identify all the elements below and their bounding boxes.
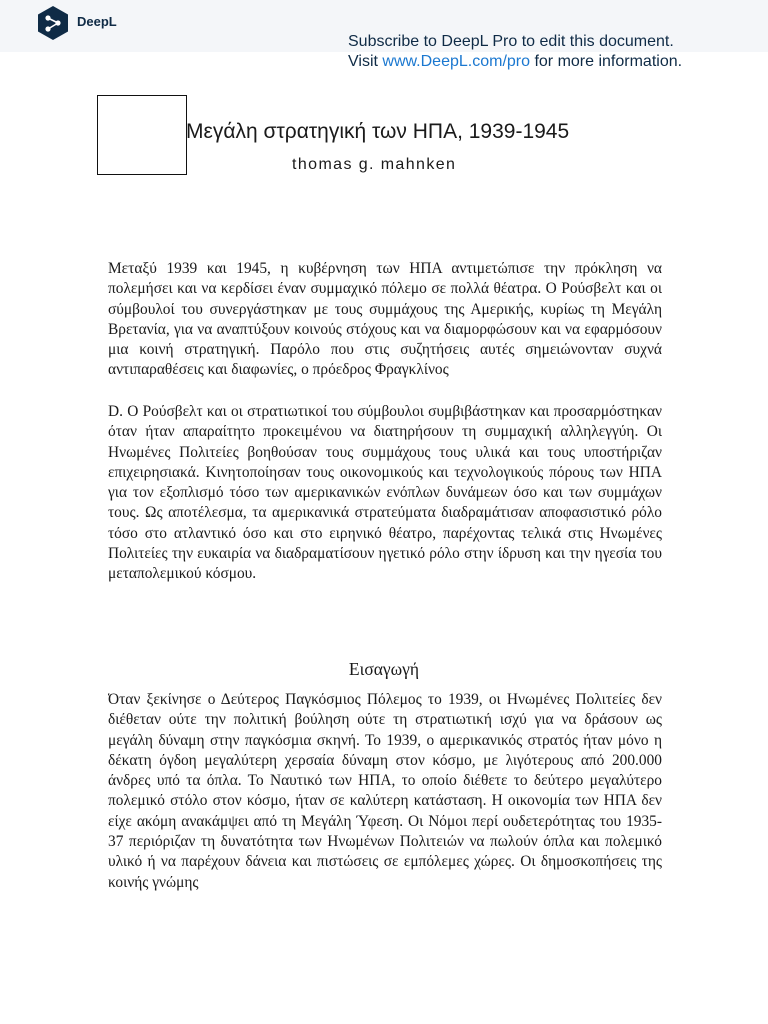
- abstract-paragraph-1: Μεταξύ 1939 και 1945, η κυβέρνηση των ΗΠΑ αντιμετώπισε την πρόκληση να πολεμήσει και να κερδίσει έναν συμμαχικό πόλεμο σε πολλά θέατρα. Ο Ρούσβελτ και οι σύμβουλοί του συνεργάστηκαν με τους συμμάχους της Αμερικής, κυρίως τη Μεγάλη Βρετανία, για να αναπτύξουν κοινούς στόχους και να διαμορφώσουν και να εφαρμόσουν μια κοινή στρατηγική. Παρόλο που στις συζητήσεις αυτές σημειώνονταν συχνά αντιπαραθέσεις και διαφωνίες, ο πρόεδρος Φραγκλίνος: [108, 260, 662, 379]
- promo-line-visit: [348, 52, 748, 72]
- section-heading-introduction: Εισαγωγή: [348, 659, 420, 679]
- deepl-logo-icon[interactable]: [35, 5, 71, 41]
- abstract-paragraph-2: D. Ο Ρούσβελτ και οι στρατιωτικοί του σύμβουλοι συμβιβάστηκαν και προσαρμόστηκαν όταν ήταν απαραίτητο προκειμένου να διατηρήσουν τη συμμαχική αλληλεγγύη. Οι Ηνωμένες Πολιτείες βοηθούσαν τους συμμάχους τους υλικά και τους υποστήριζαν επιχειρησιακά. Κινητοποίησαν τους οικονομικούς και τεχνολογικούς πόρους των ΗΠΑ για τον εξοπλισμό τόσο των αμερικανικών ενόπλων δυνάμεων όσο και των συμμάχων τους. Ως αποτέλεσμα, τα αμερικανικά στρατεύματα διαδραμάτισαν αποφασιστικό ρόλο τόσο στο ατλαντικό όσο και στο ειρηνικό θέατρο, παρέχοντας τελικά στις Ηνωμένες Πολιτείες την ευκαιρία να διαδραματίσουν ηγετικό ρόλο στην ίδρυση και την ηγεσία του μεταπολεμικού κόσμου.: [108, 403, 662, 583]
- promo-visit-text: Visit: [348, 53, 383, 70]
- promo-rest-text: for more information.: [530, 53, 683, 70]
- image-placeholder-box: [97, 95, 187, 175]
- deepl-banner: [0, 0, 768, 70]
- deepl-brand-name[interactable]: DeepL: [77, 14, 117, 29]
- document-title: Μεγάλη στρατηγική των ΗΠΑ, 1939-1945: [186, 120, 570, 143]
- document-author: thomas g. mahnken: [292, 156, 457, 173]
- promo-message: [348, 32, 748, 72]
- introduction-paragraph: Όταν ξεκίνησε ο Δεύτερος Παγκόσμιος Πόλεμος το 1939, οι Ηνωμένες Πολιτείες δεν διέθεταν ούτε την πολιτική βούληση ούτε τη στρατιωτική ισχύ για να δράσουν ως μεγάλη δύναμη στην παγκόσμια σκηνή. Το 1939, ο αμερικανικός στρατός ήταν μόνο η δέκατη όγδοη μεγαλύτερη χερσαία δύναμη στον κόσμο, με λιγότερους από 200.000 άνδρες υπό τα όπλα. Το Ναυτικό των ΗΠΑ, το οποίο διέθετε το δεύτερο μεγαλύτερο πολεμικό στόλο στον κόσμο, ήταν σε καλύτερη κατάσταση. Η οικονομία των ΗΠΑ δεν είχε ακόμη ανακάμψει από τη Μεγάλη Ύφεση. Οι Νόμοι περί ουδετερότητας του 1935-37 περιόριζαν τη δυνατότητα των Ηνωμένων Πολιτειών να πωλούν όπλα και πολεμικό υλικό ή να παρέχουν δάνεια και πιστώσεις σε εμπόλεμες χώρες. Οι δημοσκοπήσεις της κοινής γνώμης: [108, 691, 662, 891]
- promo-line-subscribe: Subscribe to DeepL Pro to edit this document.: [348, 33, 674, 50]
- deepl-pro-link[interactable]: www.DeepL.com/pro: [382, 53, 531, 70]
